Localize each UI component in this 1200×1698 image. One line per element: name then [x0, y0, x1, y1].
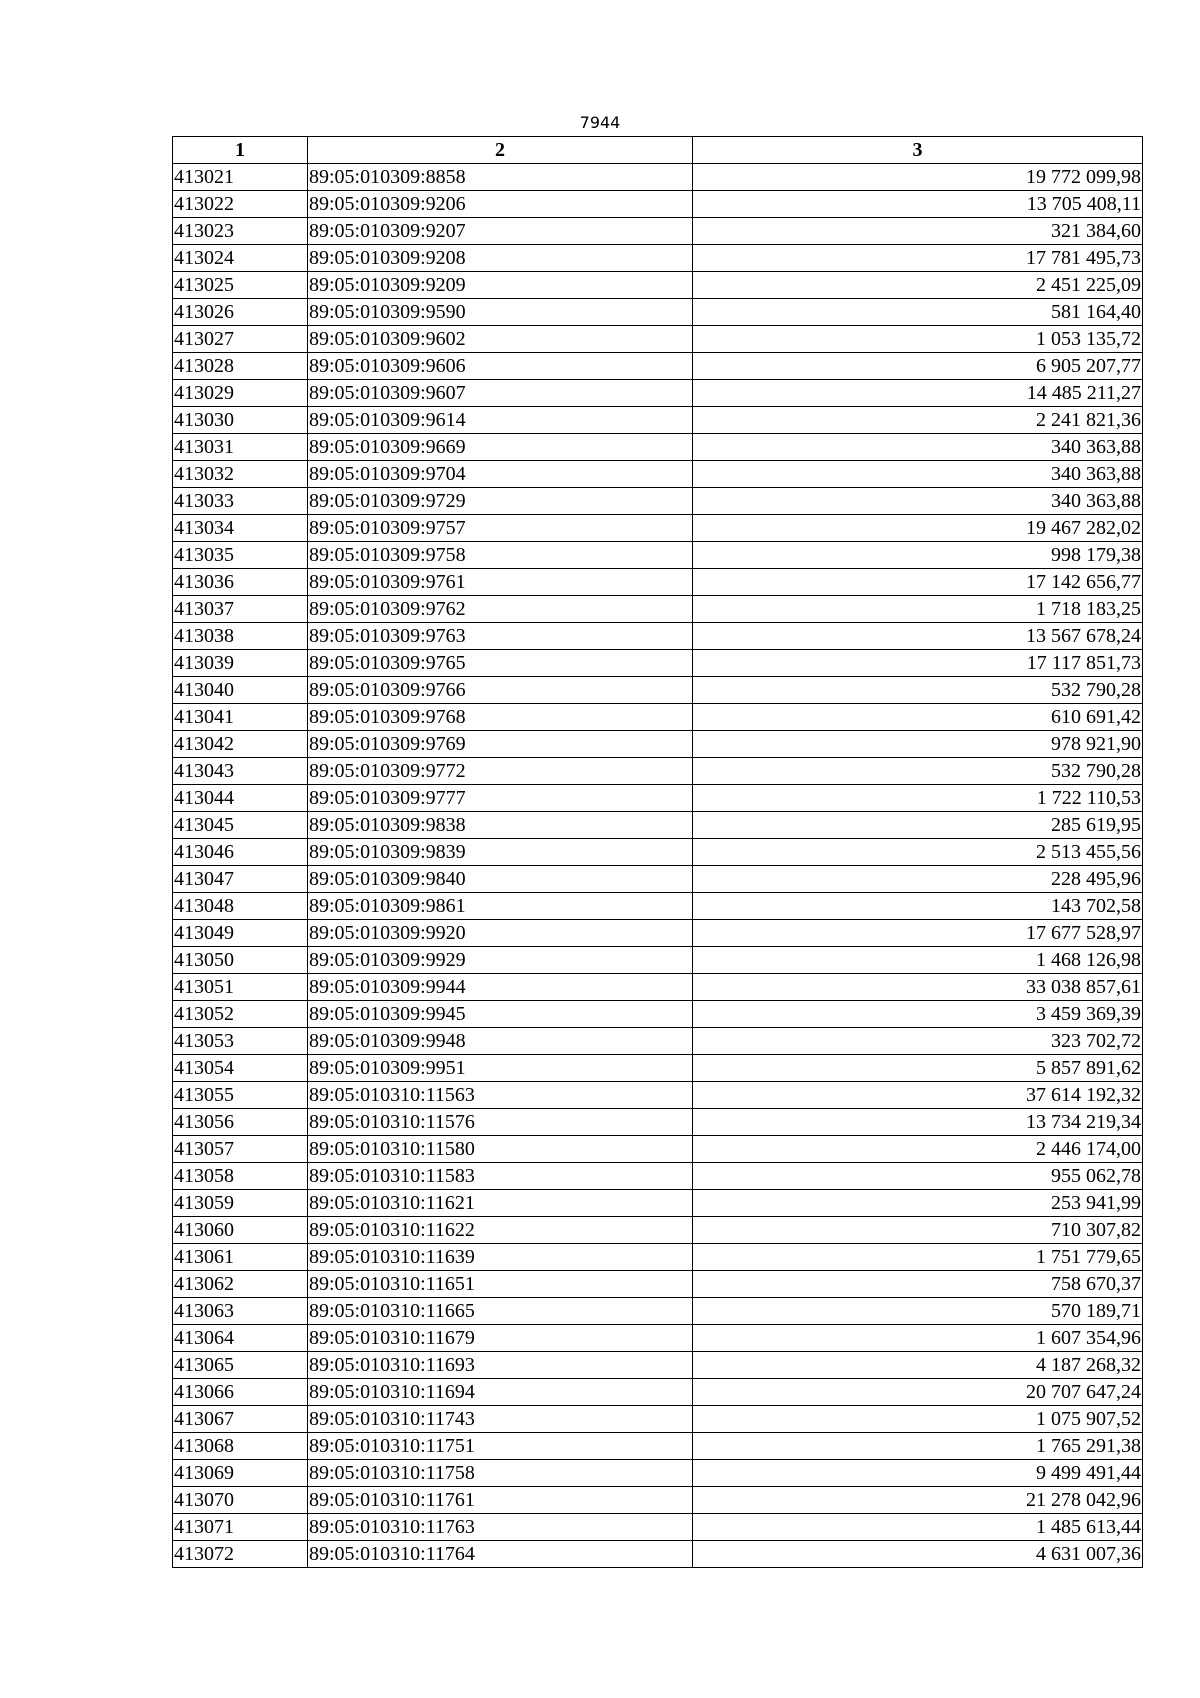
cadastral-number-cell: 89:05:010309:9766	[308, 677, 693, 704]
cadastral-value-cell: 1 607 354,96	[693, 1325, 1143, 1352]
cadastral-number-cell: 89:05:010310:11758	[308, 1460, 693, 1487]
row-number-cell: 413043	[173, 758, 308, 785]
cadastral-number-cell: 89:05:010309:9944	[308, 974, 693, 1001]
row-number-cell: 413024	[173, 245, 308, 272]
cadastral-value-cell: 323 702,72	[693, 1028, 1143, 1055]
table-row	[173, 272, 1143, 299]
cadastral-number-cell: 89:05:010309:9777	[308, 785, 693, 812]
cadastral-value-cell: 19 467 282,02	[693, 515, 1143, 542]
cadastral-number-cell: 89:05:010309:9761	[308, 569, 693, 596]
cadastral-number-cell: 89:05:010309:9765	[308, 650, 693, 677]
row-number-cell: 413029	[173, 380, 308, 407]
row-number-cell: 413022	[173, 191, 308, 218]
table-row	[173, 1028, 1143, 1055]
cadastral-value-cell: 340 363,88	[693, 434, 1143, 461]
cadastral-value-cell: 321 384,60	[693, 218, 1143, 245]
cadastral-value-cell: 143 702,58	[693, 893, 1143, 920]
row-number-cell: 413057	[173, 1136, 308, 1163]
table-row	[173, 623, 1143, 650]
row-number-cell: 413065	[173, 1352, 308, 1379]
cadastral-value-cell: 37 614 192,32	[693, 1082, 1143, 1109]
cadastral-value-cell: 285 619,95	[693, 812, 1143, 839]
row-number-cell: 413039	[173, 650, 308, 677]
cadastral-number-cell: 89:05:010309:9758	[308, 542, 693, 569]
cadastral-value-cell: 340 363,88	[693, 461, 1143, 488]
row-number-cell: 413067	[173, 1406, 308, 1433]
table-row	[173, 1109, 1143, 1136]
row-number-cell: 413054	[173, 1055, 308, 1082]
row-number-cell: 413033	[173, 488, 308, 515]
cadastral-number-cell: 89:05:010309:9772	[308, 758, 693, 785]
table-row	[173, 947, 1143, 974]
table-row	[173, 866, 1143, 893]
cadastral-value-cell: 610 691,42	[693, 704, 1143, 731]
table-row	[173, 299, 1143, 326]
row-number-cell: 413058	[173, 1163, 308, 1190]
row-number-cell: 413051	[173, 974, 308, 1001]
cadastral-value-cell: 20 707 647,24	[693, 1379, 1143, 1406]
table-row	[173, 326, 1143, 353]
cadastral-value-cell: 1 718 183,25	[693, 596, 1143, 623]
cadastral-number-cell: 89:05:010309:9838	[308, 812, 693, 839]
table-row	[173, 1487, 1143, 1514]
table-row	[173, 920, 1143, 947]
cadastral-number-cell: 89:05:010309:9768	[308, 704, 693, 731]
table-row	[173, 164, 1143, 191]
cadastral-number-cell: 89:05:010310:11639	[308, 1244, 693, 1271]
row-number-cell: 413032	[173, 461, 308, 488]
cadastral-number-cell: 89:05:010310:11563	[308, 1082, 693, 1109]
row-number-cell: 413037	[173, 596, 308, 623]
cadastral-number-cell: 89:05:010310:11764	[308, 1541, 693, 1568]
row-number-cell: 413045	[173, 812, 308, 839]
cadastral-number-cell: 89:05:010309:9729	[308, 488, 693, 515]
table-row	[173, 461, 1143, 488]
cadastral-number-cell: 89:05:010310:11743	[308, 1406, 693, 1433]
cadastral-value-cell: 532 790,28	[693, 677, 1143, 704]
row-number-cell: 413053	[173, 1028, 308, 1055]
row-number-cell: 413049	[173, 920, 308, 947]
table-row	[173, 812, 1143, 839]
table-row	[173, 677, 1143, 704]
cadastral-number-cell: 89:05:010309:9614	[308, 407, 693, 434]
cadastral-value-cell: 1 751 779,65	[693, 1244, 1143, 1271]
cadastral-number-cell: 89:05:010309:9951	[308, 1055, 693, 1082]
cadastral-value-cell: 998 179,38	[693, 542, 1143, 569]
cadastral-number-cell: 89:05:010309:9929	[308, 947, 693, 974]
cadastral-number-cell: 89:05:010310:11583	[308, 1163, 693, 1190]
table-row	[173, 1001, 1143, 1028]
cadastral-number-cell: 89:05:010309:9840	[308, 866, 693, 893]
cadastral-value-cell: 1 485 613,44	[693, 1514, 1143, 1541]
cadastral-value-cell: 978 921,90	[693, 731, 1143, 758]
row-number-cell: 413028	[173, 353, 308, 380]
row-number-cell: 413040	[173, 677, 308, 704]
table-row	[173, 1055, 1143, 1082]
cadastral-value-cell: 2 241 821,36	[693, 407, 1143, 434]
cadastral-value-cell: 5 857 891,62	[693, 1055, 1143, 1082]
cadastral-number-cell: 89:05:010309:9669	[308, 434, 693, 461]
table-row	[173, 974, 1143, 1001]
row-number-cell: 413068	[173, 1433, 308, 1460]
cadastral-number-cell: 89:05:010310:11651	[308, 1271, 693, 1298]
cadastral-value-cell: 6 905 207,77	[693, 353, 1143, 380]
row-number-cell: 413062	[173, 1271, 308, 1298]
cadastral-number-cell: 89:05:010310:11576	[308, 1109, 693, 1136]
cadastral-number-cell: 89:05:010309:9763	[308, 623, 693, 650]
cadastral-number-cell: 89:05:010309:9704	[308, 461, 693, 488]
cadastral-number-cell: 89:05:010309:9602	[308, 326, 693, 353]
cadastral-value-cell: 2 446 174,00	[693, 1136, 1143, 1163]
cadastral-value-table	[172, 136, 1143, 1568]
table-row	[173, 596, 1143, 623]
table-row	[173, 1325, 1143, 1352]
table-row	[173, 1352, 1143, 1379]
row-number-cell: 413070	[173, 1487, 308, 1514]
cadastral-number-cell: 89:05:010309:9757	[308, 515, 693, 542]
table-row	[173, 785, 1143, 812]
row-number-cell: 413038	[173, 623, 308, 650]
cadastral-value-cell: 570 189,71	[693, 1298, 1143, 1325]
cadastral-number-cell: 89:05:010310:11761	[308, 1487, 693, 1514]
row-number-cell: 413034	[173, 515, 308, 542]
cadastral-value-cell: 532 790,28	[693, 758, 1143, 785]
table-row	[173, 1433, 1143, 1460]
row-number-cell: 413048	[173, 893, 308, 920]
table-row	[173, 1163, 1143, 1190]
cadastral-value-cell: 758 670,37	[693, 1271, 1143, 1298]
row-number-cell: 413050	[173, 947, 308, 974]
row-number-cell: 413035	[173, 542, 308, 569]
table-row	[173, 1298, 1143, 1325]
table-row	[173, 1460, 1143, 1487]
cadastral-number-cell: 89:05:010309:8858	[308, 164, 693, 191]
column-header-2: 2	[308, 137, 693, 164]
table-row	[173, 218, 1143, 245]
table-row	[173, 515, 1143, 542]
row-number-cell: 413059	[173, 1190, 308, 1217]
table-row	[173, 1406, 1143, 1433]
row-number-cell: 413069	[173, 1460, 308, 1487]
row-number-cell: 413027	[173, 326, 308, 353]
table-row	[173, 704, 1143, 731]
row-number-cell: 413052	[173, 1001, 308, 1028]
cadastral-value-cell: 2 451 225,09	[693, 272, 1143, 299]
row-number-cell: 413036	[173, 569, 308, 596]
cadastral-number-cell: 89:05:010309:9839	[308, 839, 693, 866]
cadastral-value-cell: 1 722 110,53	[693, 785, 1143, 812]
cadastral-number-cell: 89:05:010309:9207	[308, 218, 693, 245]
table-row	[173, 1217, 1143, 1244]
cadastral-number-cell: 89:05:010310:11679	[308, 1325, 693, 1352]
row-number-cell: 413064	[173, 1325, 308, 1352]
table-body	[173, 164, 1143, 1568]
cadastral-number-cell: 89:05:010309:9945	[308, 1001, 693, 1028]
table-row	[173, 839, 1143, 866]
page-number: 7944	[579, 113, 621, 132]
cadastral-value-cell: 1 765 291,38	[693, 1433, 1143, 1460]
table-header-row	[173, 137, 1143, 164]
row-number-cell: 413030	[173, 407, 308, 434]
cadastral-value-cell: 9 499 491,44	[693, 1460, 1143, 1487]
table-row	[173, 434, 1143, 461]
table-row	[173, 1541, 1143, 1568]
row-number-cell: 413021	[173, 164, 308, 191]
cadastral-value-cell: 13 705 408,11	[693, 191, 1143, 218]
cadastral-value-cell: 4 631 007,36	[693, 1541, 1143, 1568]
cadastral-value-cell: 253 941,99	[693, 1190, 1143, 1217]
cadastral-value-cell: 19 772 099,98	[693, 164, 1143, 191]
table-row	[173, 758, 1143, 785]
cadastral-number-cell: 89:05:010310:11665	[308, 1298, 693, 1325]
table-row	[173, 191, 1143, 218]
cadastral-number-cell: 89:05:010309:9607	[308, 380, 693, 407]
row-number-cell: 413025	[173, 272, 308, 299]
cadastral-value-cell: 4 187 268,32	[693, 1352, 1143, 1379]
row-number-cell: 413072	[173, 1541, 308, 1568]
cadastral-value-cell: 21 278 042,96	[693, 1487, 1143, 1514]
table-row	[173, 1514, 1143, 1541]
cadastral-value-cell: 228 495,96	[693, 866, 1143, 893]
cadastral-value-cell: 1 075 907,52	[693, 1406, 1143, 1433]
cadastral-number-cell: 89:05:010309:9206	[308, 191, 693, 218]
cadastral-number-cell: 89:05:010310:11693	[308, 1352, 693, 1379]
cadastral-value-cell: 1 053 135,72	[693, 326, 1143, 353]
row-number-cell: 413046	[173, 839, 308, 866]
cadastral-value-cell: 955 062,78	[693, 1163, 1143, 1190]
table-row	[173, 380, 1143, 407]
table-row	[173, 353, 1143, 380]
row-number-cell: 413055	[173, 1082, 308, 1109]
cadastral-value-cell: 13 567 678,24	[693, 623, 1143, 650]
cadastral-number-cell: 89:05:010309:9948	[308, 1028, 693, 1055]
cadastral-number-cell: 89:05:010310:11694	[308, 1379, 693, 1406]
cadastral-value-cell: 1 468 126,98	[693, 947, 1143, 974]
table-row	[173, 569, 1143, 596]
row-number-cell: 413041	[173, 704, 308, 731]
table-row	[173, 407, 1143, 434]
row-number-cell: 413031	[173, 434, 308, 461]
table-row	[173, 1082, 1143, 1109]
cadastral-value-cell: 17 142 656,77	[693, 569, 1143, 596]
cadastral-value-cell: 17 781 495,73	[693, 245, 1143, 272]
cadastral-number-cell: 89:05:010309:9606	[308, 353, 693, 380]
row-number-cell: 413063	[173, 1298, 308, 1325]
table-row	[173, 1244, 1143, 1271]
cadastral-number-cell: 89:05:010310:11621	[308, 1190, 693, 1217]
row-number-cell: 413066	[173, 1379, 308, 1406]
row-number-cell: 413026	[173, 299, 308, 326]
table-row	[173, 1190, 1143, 1217]
column-header-3: 3	[693, 137, 1143, 164]
table-row	[173, 542, 1143, 569]
cadastral-number-cell: 89:05:010309:9769	[308, 731, 693, 758]
row-number-cell: 413044	[173, 785, 308, 812]
table-row	[173, 488, 1143, 515]
cadastral-number-cell: 89:05:010310:11763	[308, 1514, 693, 1541]
cadastral-number-cell: 89:05:010310:11580	[308, 1136, 693, 1163]
cadastral-number-cell: 89:05:010309:9590	[308, 299, 693, 326]
cadastral-number-cell: 89:05:010309:9861	[308, 893, 693, 920]
cadastral-value-cell: 3 459 369,39	[693, 1001, 1143, 1028]
cadastral-value-cell: 710 307,82	[693, 1217, 1143, 1244]
row-number-cell: 413071	[173, 1514, 308, 1541]
row-number-cell: 413060	[173, 1217, 308, 1244]
table-row	[173, 893, 1143, 920]
cadastral-number-cell: 89:05:010309:9920	[308, 920, 693, 947]
table-row	[173, 1136, 1143, 1163]
cadastral-number-cell: 89:05:010310:11751	[308, 1433, 693, 1460]
row-number-cell: 413047	[173, 866, 308, 893]
table-row	[173, 1379, 1143, 1406]
table-row	[173, 650, 1143, 677]
cadastral-number-cell: 89:05:010309:9762	[308, 596, 693, 623]
cadastral-value-cell: 14 485 211,27	[693, 380, 1143, 407]
table-row	[173, 1271, 1143, 1298]
cadastral-number-cell: 89:05:010309:9208	[308, 245, 693, 272]
row-number-cell: 413061	[173, 1244, 308, 1271]
column-header-1: 1	[173, 137, 308, 164]
table-row	[173, 245, 1143, 272]
table-row	[173, 731, 1143, 758]
cadastral-value-cell: 33 038 857,61	[693, 974, 1143, 1001]
cadastral-value-cell: 581 164,40	[693, 299, 1143, 326]
cadastral-number-cell: 89:05:010310:11622	[308, 1217, 693, 1244]
cadastral-value-cell: 2 513 455,56	[693, 839, 1143, 866]
row-number-cell: 413042	[173, 731, 308, 758]
row-number-cell: 413056	[173, 1109, 308, 1136]
cadastral-number-cell: 89:05:010309:9209	[308, 272, 693, 299]
cadastral-value-cell: 17 117 851,73	[693, 650, 1143, 677]
cadastral-value-cell: 17 677 528,97	[693, 920, 1143, 947]
cadastral-value-cell: 13 734 219,34	[693, 1109, 1143, 1136]
cadastral-value-cell: 340 363,88	[693, 488, 1143, 515]
row-number-cell: 413023	[173, 218, 308, 245]
